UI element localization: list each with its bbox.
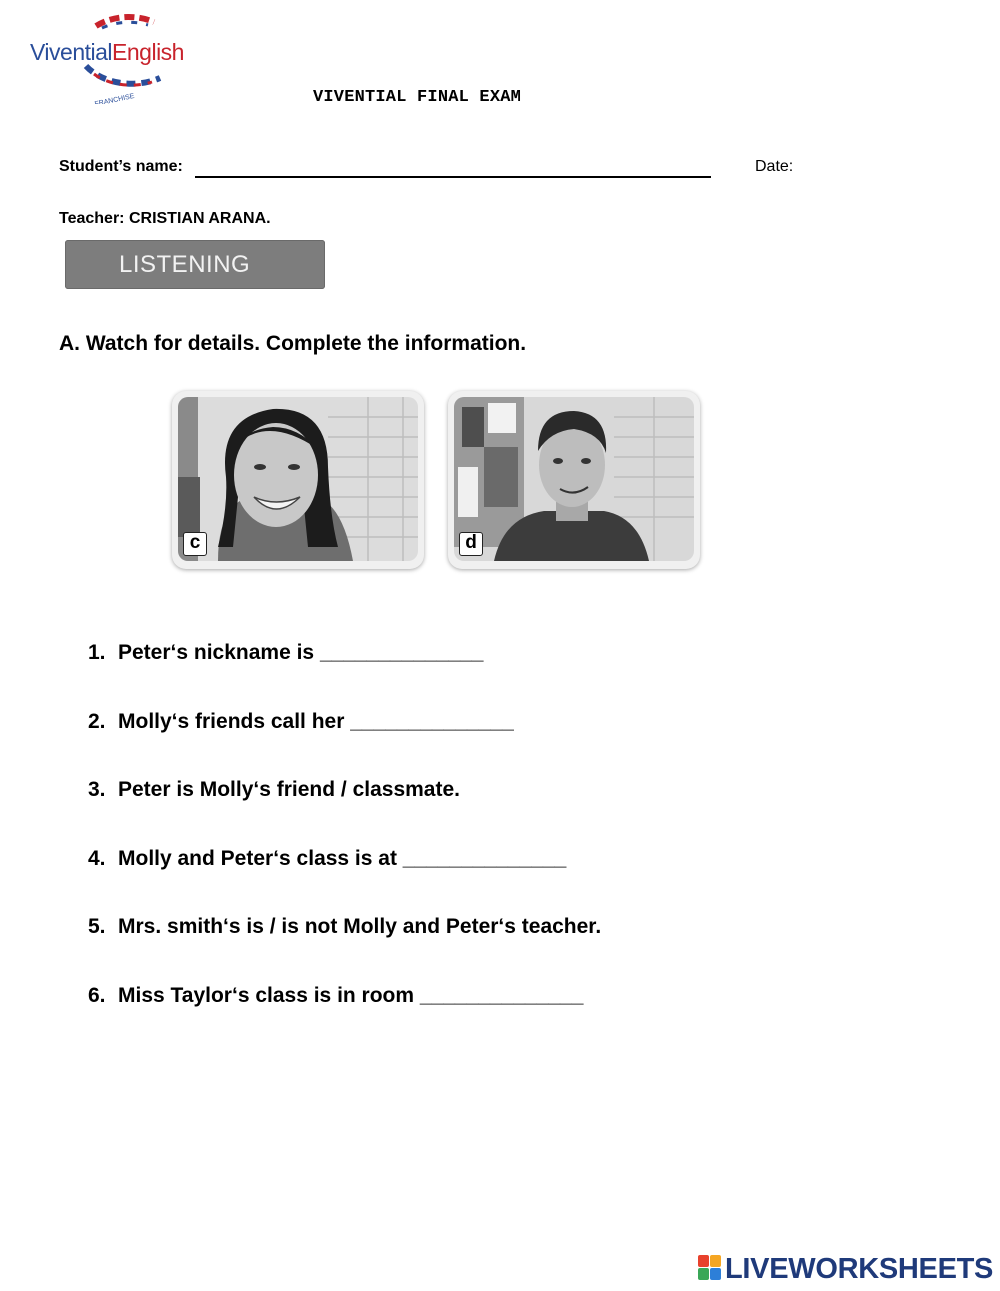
question-text: Molly‘s friends call her ______________ <box>118 710 514 733</box>
question-6 <box>88 984 583 1008</box>
vivential-logo <box>24 12 216 104</box>
listening-banner <box>65 240 325 289</box>
photo-frame-d <box>448 391 700 569</box>
exam-title: VIVENTIAL FINAL EXAM <box>313 88 522 107</box>
question-text: Peter‘s nickname is ______________ <box>118 641 484 664</box>
question-number: 1. <box>88 641 106 664</box>
photo-boy <box>454 397 694 561</box>
photo-label-c: c <box>183 532 207 556</box>
logo-wordmark <box>30 39 184 66</box>
question-number: 4. <box>88 847 106 870</box>
listening-banner-label: LISTENING <box>119 251 251 278</box>
question-4 <box>88 847 566 871</box>
question-5 <box>88 915 601 939</box>
question-number: 5. <box>88 915 106 938</box>
date-label: Date: <box>755 158 794 175</box>
question-3 <box>88 778 460 802</box>
logo-wordmark-part2: English <box>112 39 184 65</box>
question-text: Miss Taylor‘s class is in room ______________ <box>118 984 584 1007</box>
photo-label-d: d <box>459 532 483 556</box>
question-text: Molly and Peter‘s class is at ______________ <box>118 847 567 870</box>
question-2 <box>88 710 514 734</box>
teacher-line: Teacher: CRISTIAN ARANA. <box>59 210 271 227</box>
liveworksheets-brand[interactable] <box>698 1253 994 1286</box>
logo-wordmark-part1: Vivential <box>30 39 113 65</box>
question-text: Peter is Molly‘s friend / classmate. <box>118 778 460 801</box>
section-instruction: A. Watch for details. Complete the information. <box>59 332 527 355</box>
question-number: 6. <box>88 984 106 1007</box>
logo-subtitle: FRANCHISE <box>94 92 136 104</box>
liveworksheets-logo-icon <box>698 1255 722 1281</box>
question-1 <box>88 641 483 665</box>
photo-girl <box>178 397 418 561</box>
question-number: 3. <box>88 778 106 801</box>
student-name-field[interactable] <box>195 176 711 178</box>
student-name-label: Student’s name: <box>59 158 183 175</box>
liveworksheets-wordmark: LIVEWORKSHEETS <box>725 1253 994 1285</box>
photo-frame-c <box>172 391 424 569</box>
question-text: Mrs. smith‘s is / is not Molly and Peter‘s teacher. <box>118 915 602 938</box>
question-number: 2. <box>88 710 106 733</box>
